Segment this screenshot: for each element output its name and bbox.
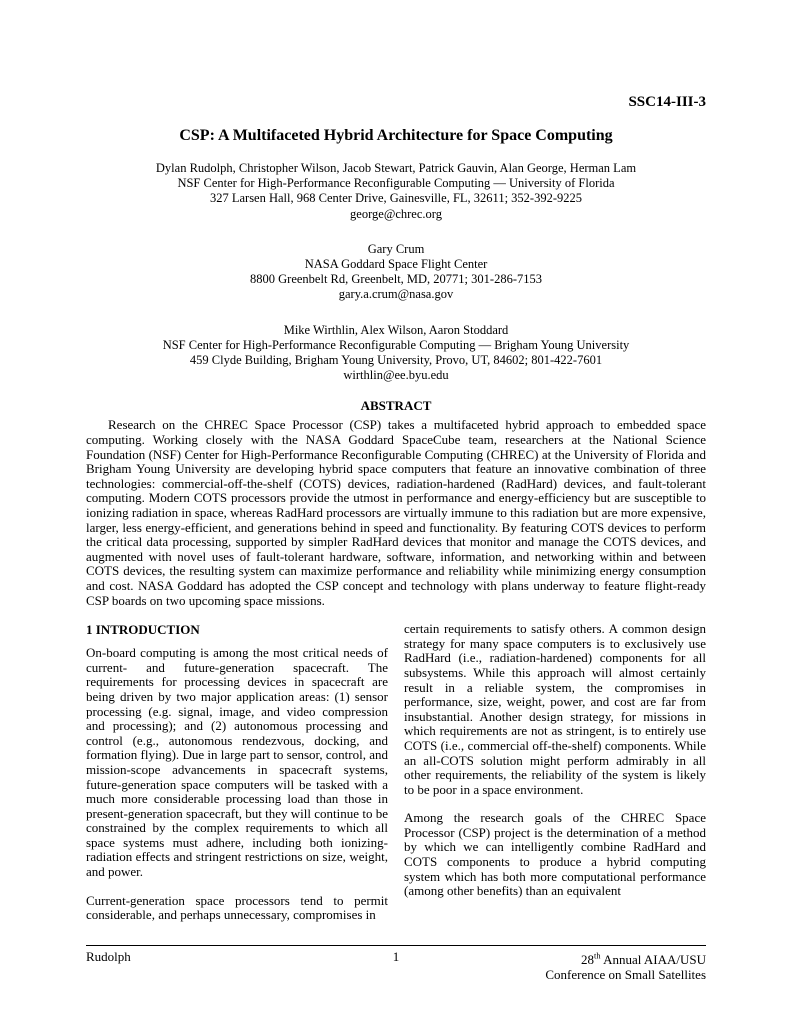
footer-conference-line2: Conference on Small Satellites — [545, 967, 706, 983]
footer-conference-line1 — [581, 952, 706, 967]
footer-conference — [545, 949, 706, 982]
author-address: 327 Larsen Hall, 968 Center Drive, Gainesville, FL, 32611; 352-392-9225 — [209, 191, 583, 206]
page-content — [86, 0, 706, 923]
author-address: 459 Clyde Building, Brigham Young University, Provo, UT, 84602; 801-422-7601 — [189, 353, 603, 368]
author-names: Gary Crum — [367, 241, 425, 256]
author-affiliation: NSF Center for High-Performance Reconfigurable Computing — Brigham Young University — [162, 337, 630, 352]
author-block-byu — [86, 323, 706, 384]
author-affiliation: NASA Goddard Space Flight Center — [304, 257, 488, 272]
author-names: Dylan Rudolph, Christopher Wilson, Jacob Stewart, Patrick Gauvin, Alan George, Herman Lam — [155, 161, 637, 175]
conference-name: Annual AIAA/USU — [600, 952, 706, 968]
two-column-body — [86, 622, 706, 923]
right-column — [404, 622, 706, 923]
abstract-text: Research on the CHREC Space Processor (CSP) takes a multifaceted hybrid approach to embedded space computing. Working closely with the NASA Goddard SpaceCube team, researchers at the National Science Foundation (NSF) Center for High-Performance Reconfigurable Computing (CHREC) at the University of Florida and Brigham Young University are developing hybrid space computers that feature an innovative combination of three technologies: commercial-off-the-shelf (COTS) devices, radiation-hardened (RadHard) devices, and fault-tolerant computing. Modern COTS processors provide the utmost in performance and energy-efficiency but are susceptible to ionizing radiation in space, whereas RadHard processors are virtually immune to this radiation but are more expensive, larger, less energy-efficient, and generations behind in speed and functionality. By featuring COTS devices to perform the critical data processing, supported by simpler RadHard devices that monitor and manage the COTS devices, and augmented with novel uses of fault-tolerant hardware, software, information, and networking within and between COTS devices, the resulting system can maximize performance and reliability while minimizing energy consumption and cost. NASA Goddard has adopted the CSP concept and technology with plans underway to feature flight-ready CSP boards on two upcoming space missions. — [86, 417, 706, 608]
intro-paragraph-1: On-board computing is among the most critical needs of current- and future-generation spacecraft. The requirements for processing devices in spacecraft are being driven by two major application areas: (1) sensor processing (e.g. signal, image, and video compression and processing); and (2) autonomous processing and control (e.g., autonomous rendezvous, docking, and formation flying). Due in large part to sensor, control, and mission-scope advancements in spacecraft systems, future-generation space computers will be tasked with a much more considerable processing load than those in present-generation spacecraft, but they will continue to be constrained by the complex requirements to which all space systems must adhere, including both ionizing-radiation effects and stringent restrictions on size, weight, and power. — [86, 645, 388, 880]
author-affiliation: NSF Center for High-Performance Reconfigurable Computing — University of Florida — [177, 176, 615, 191]
paper-title: CSP: A Multifaceted Hybrid Architecture for Space Computing — [179, 127, 613, 144]
report-number: SSC14-III-3 — [628, 94, 706, 110]
right-paragraph-2: Among the research goals of the CHREC Space Processor (CSP) project is the determination of a method by which we can intelligently combine RadHard and COTS components to produce a hybrid computing system which has both more computational performance (among other benefits) than an equivalent — [404, 810, 706, 899]
author-names: Mike Wirthlin, Alex Wilson, Aaron Stoddard — [283, 322, 509, 337]
footer-author-name: Rudolph — [86, 949, 131, 964]
conference-ordinal-suffix: th — [593, 951, 601, 961]
author-email: wirthlin@ee.byu.edu — [343, 368, 449, 383]
author-block-florida — [86, 161, 706, 222]
author-email: george@chrec.org — [350, 206, 442, 221]
abstract-heading: ABSTRACT — [360, 398, 432, 414]
section-heading-introduction: 1 INTRODUCTION — [86, 622, 200, 638]
footer-page-number: 1 — [392, 949, 400, 964]
intro-paragraph-2: Current-generation space processors tend to permit considerable, and perhaps unnecessary, compromises in — [86, 892, 388, 923]
author-address: 8800 Greenbelt Rd, Greenbelt, MD, 20771; 301-286-7153 — [250, 272, 542, 287]
conference-ordinal: 28 — [580, 952, 594, 968]
right-paragraph-1: certain requirements to satisfy others. A common design strategy for many space computers is to exclusively use RadHard (i.e., radiation-hardened) components for all subsystems. While this approach will almost certainly result in a reliable system, the compromises in performance, size, weight, power, and cost are far from insubstantial. Another design strategy, for missions in which requirements are not as stringent, is to entirely use COTS (i.e., commercial off-the-shelf) components. While an all-COTS solution might perform admirably in all other requirements, the reliability of the system is likely to be poor in a space environment. — [404, 621, 706, 797]
left-column — [86, 622, 388, 923]
author-email: gary.a.crum@nasa.gov — [338, 287, 454, 302]
footer-divider — [86, 945, 706, 946]
author-block-nasa — [86, 242, 706, 303]
